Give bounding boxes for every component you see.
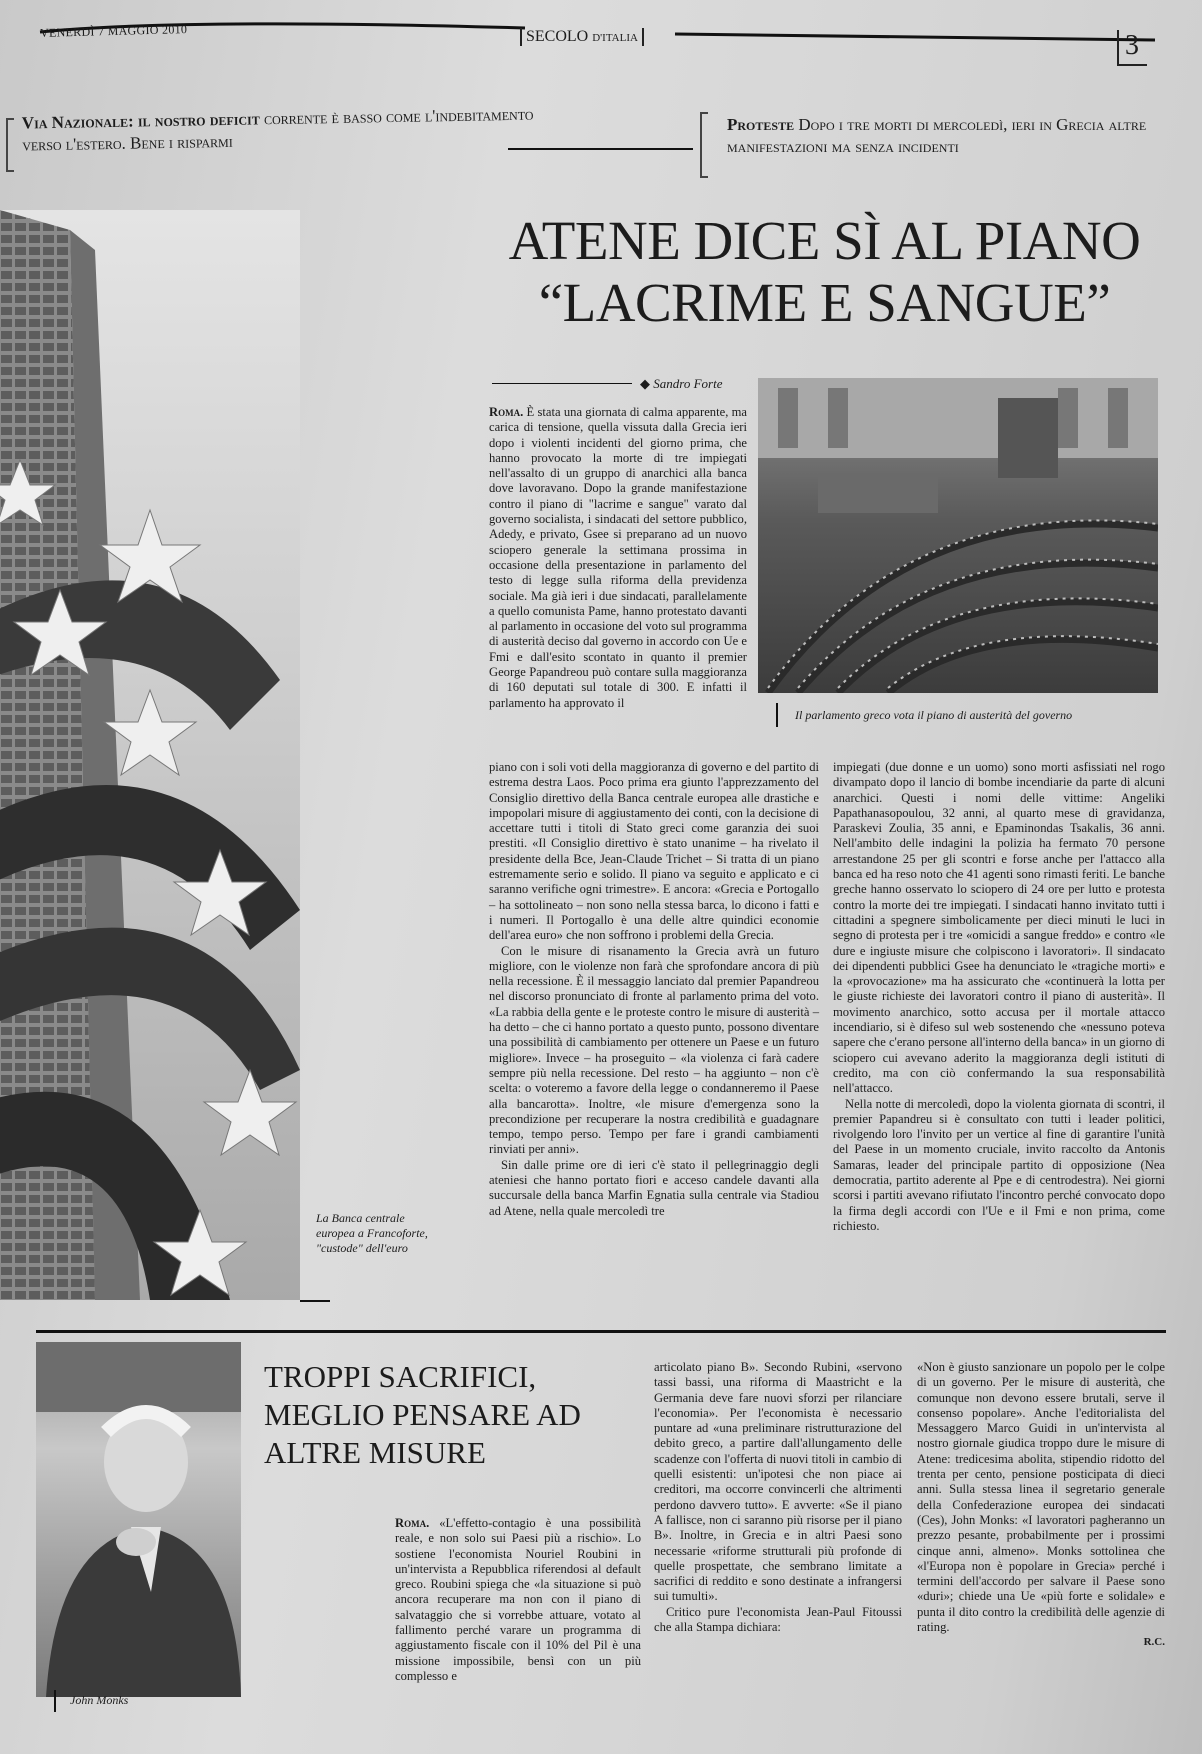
paragraph: «Non è giusto sanzionare un popolo per le colpe di un governo. Per le misure di austerità, che comunque non devono essere brutali, serve il consenso popolare». Anche l'editorialista del Messaggero Marco Guidi in un'intervista al nostro giornale giudica troppo dure le misure di Atene: tredicesima abolita, stipendio ridotto del trenta per cento, pensione posticipata di dieci anni. Sulla stessa linea il segretario generale della Confederazione europea dei sindacati (Ces), John Monks: «I lavoratori pagheranno un prezzo pesante, probabilmente per i prossimi cinque anni, almeno». Monks sottolinea che «l'Europa non è popolare in Grecia» perché i termini dell'accordo per salvare il Paese sono «duri»; chiede una Ue «più forte e solidale» e punta il dito contro la credibilità delle agenzie di rating. [917,1360,1165,1635]
paragraph [395,1516,641,1684]
paragraph: Con le misure di risanamento la Grecia avrà un futuro migliore, con le violenze non farà che sprofondare ancora di più nella recessione. È il messaggio lanciato dal premier Papandreou nel discorso pronunciato di fronte al parlamento prima del voto. «La rabbia della gente e le proteste contro le misure di austerità – ha detto – che ci hanno portato a questo punto, possono diventare una possibilità di cambiamento per ottenere un Paese e un futuro migliore». Invece – ha proseguito – «la violenza ci farà cadere sempre più nella recessione. Del resto – ha aggiunto – non c'è scelta: o voteremo a favore della legge o condanneremo il Paese alla bancarotta». Inoltre, «le misure d'emergenza sono la precondizione per recuperare la nostra credibilità e guadagnare tempo, tempo perso. Tempo per fare i grandi cambiamenti rinviati per anni». [489,943,819,1157]
parliament-photo-caption: Il parlamento greco vota il piano di austerità del governo [795,708,1073,722]
kicker-right [727,114,1167,158]
paragraph-text: «L'effetto-contagio è una possibilità reale, e non solo sui Paesi più a rischio». Lo sostiene l'economista Nouriel Roubini in un'intervista a Repubblica riferendosi al default greco. Roubini spiega che «la situazione si può ancora recuperare ma non con il piano di salvataggio che si vorrebbe attuare, votato al fallimento perché varare un programma di aggiustamento fiscale con il 10% del Pil è una missione impossibile, bensì con un più complesso e [395,1516,641,1683]
portrait-caption-rule [54,1690,56,1712]
john-monks-photo [36,1342,241,1697]
kicker-left-bold: Via Nazionale: il nostro deficit [21,109,260,133]
ecb-photo-caption: La Banca centrale europea a Francoforte, "custode" dell'euro [316,1211,428,1255]
paragraph: Nella notte di mercoledì, dopo la violenta giornata di scontri, il premier Papandreu si è consultato con tutti i leader politici, rivolgendo loro l'invito per un vertice al fine di garantire l'unità del Paese in un momento cruciale, invito raccolto da Antonis Samaras, leader del principale partito di opposizione (Nea democratia, partito aderente al Ppe e di centrodestra). Nei giorni scorsi i partiti avevano rifiutato l'incontro perché convocato dopo la firma degli accordi con l'Ue e il Fmi e non prima, come richiesto. [833,1096,1165,1233]
newspaper-name [520,28,644,46]
paragraph: Critico pure l'economista Jean-Paul Fitoussi che alla Stampa dichiara: [654,1604,902,1635]
parliament-caption-rule [776,703,778,727]
byline: ◆ Sandro Forte [640,376,723,391]
kicker-rule [508,148,693,150]
ecb-photo [0,210,300,1300]
kicker-left [22,103,543,156]
byline-author: Sandro Forte [653,376,723,391]
main-article-column-1 [489,405,747,711]
second-article-column-2 [654,1360,902,1635]
kicker-bracket-left [6,118,14,172]
byline-rule [492,383,632,384]
section-separator [36,1330,1166,1333]
page-number: 3 [1117,30,1147,66]
second-article-column-3 [917,1360,1165,1651]
parliament-photo [758,378,1158,693]
paragraph: articolato piano B». Secondo Rubini, «servono tassi bassi, una riforma di Maastricht e la Germania deve fare nuovi sforzi per rilanciare l'economia». Per l'economista è necessario puntare ad «una preliminare ristrutturazione del debito greco, a partire dall'allungamento delle scadenze con l'offerta di nuovi titoli in cambio di quelli esistenti: un'ipotesi che non piace ai creditori, ma occorre convincerli che altrimenti perdono davvero tutto». E avverte: «Se il piano A fallisce, non ci saranno più risorse per il piano B». Inoltre, in Grecia e in altri Paesi sono necessarie «riforme strutturali più profonde di quelle prospettate, che sembrano limitate a sacrifici di reddito e sono destinate a infrangersi sui tumulti». [654,1360,902,1604]
kicker-bracket-right [700,112,708,178]
kicker-left-text: corrente è basso come l'indebitamento verso l'estero. Bene i risparmi [22,104,534,155]
main-headline-line2: “LACRIME E SANGUE” [538,272,1111,333]
newspaper-name-suffix: D'ITALIA [592,32,638,44]
paragraph [489,405,747,711]
main-headline [492,210,1157,334]
caption-rule [300,1300,330,1302]
main-article-column-2 [489,760,819,1219]
newspaper-name-main: SECOLO [526,28,589,45]
paragraph: impiegati (due donne e un uomo) sono morti asfissiati nel rogo divampato dopo il lancio di bombe incendiarie da parte di alcuni anarchici. Questi i nomi delle vittime: Angeliki Papathanasopoulou, 32 anni, al quarto mese di gravidanza, Paraskevi Zoulia, 35 anni, e Epaminondas Tsakalis, 36 anni. Nell'ambito delle indagini la polizia ha fermato 70 persone arrestandone 25 per gli scontri e forse anche per l'attacco alla banca ed ha reso noto che 41 agenti sono rimasti feriti. Le banche greche hanno osservato lo sciopero di 24 ore per lutto e protesta contro la morte dei tre impiegati. I sindacati hanno invitato tutti i cittadini a spegnere simbolicamente per dieci minuti le luci in segno di protesta per i tre «omicidi a sangue freddo» e contro «le dure e ingiuste misure che colpiscono i lavoratori». Il sindacato dei dipendenti pubblici Gsee ha denunciato le «tragiche morti» e la «provocazione» ma ha assicurato che «continuerà la lotta per le giuste richieste dei lavoratori contro il piano di austerità». Il movimento anarchico, sotto accusa per il mortale attacco incendiario, si è difeso sul web sostenendo che «nessuno poteva sapere che c'erano persone all'interno della banca» in un giorno di sciopero cui avevano aderito la maggioranza degli istituti di credito, ma con ciò confermando la sua responsabilità nell'attacco. [833,760,1165,1096]
kicker-right-text: Dopo i tre morti di mercoledì, ieri in Grecia altre manifestazioni ma senza incidenti [727,115,1147,156]
second-article-column-1 [395,1516,641,1684]
parliament-chamber-illustration [758,378,1158,693]
second-headline: TROPPI SACRIFICI, MEGLIO PENSARE AD ALTRE MISURE [264,1359,581,1470]
paragraph: piano con i soli voti della maggioranza di governo e del partito di estrema destra Laos. Poco prima era giunto l'apprezzamento del Consiglio direttivo della Banca centrale europea alle drastiche e impopolari misure di aggiustamento dei conti, con la decisione di accettare tutti i titoli di Stato greci come garanzia dei suoi prestiti. «Il Consiglio direttivo è stato unanime – ha rivelato il presidente della Bce, Jean-Claude Trichet – Si tratta di un piano estremamente serio e solido. Il piano va seguito e applicato e ci saranno verifiche ogni trimestre». E ancora: «Grecia e Portogallo – ha sottolineato – non sono nella stessa barca, lo dicono i fatti e i numeri. Il Portogallo è una delle altre quindici economie dell'area euro» che non soffrono i problemi della Grecia. [489,760,819,943]
issue-date: VENERDÌ 7 MAGGIO 2010 [39,22,188,40]
kicker-right-bold: Proteste [727,115,795,134]
main-headline-line1: ATENE DICE SÌ AL PIANO [508,210,1141,271]
portrait-caption: John Monks [70,1693,129,1707]
paragraph: Sin dalle prime ore di ieri c'è stato il pellegrinaggio degli ateniesi che hanno portato fiori e acceso candele davanti alla succursale della banca Marfin Egnatia sulla centrale via Stadiou ad Atene, nella quale mercoledì tre [489,1157,819,1218]
portrait-illustration [36,1342,241,1697]
article-signature: R.C. [1143,1636,1165,1649]
dateline: Roma. [395,1516,430,1530]
main-article-column-3 [833,760,1165,1234]
euro-sculpture-illustration [0,210,300,1300]
dateline: Roma. [489,405,524,419]
paragraph-text: È stata una giornata di calma apparente, ma carica di tensione, quella vissuta dalla Grecia ieri dopo i violenti incidenti del giorno prima, che hanno provocato la morte di tre impiegati nell'assalto di un gruppo di anarchici alla banca dove lavoravano. Dopo la grande manifestazione contro il piano di "lacrime e sangue" varato dal governo socialista, i sindacati del settore pubblico, Adedy, e privato, Gsee si preparano ad un nuovo sciopero generale la settimana prossima in occasione della presentazione in parlamento del testo di legge sulla riforma della previdenza sociale. Ma già ieri i due sindacati, parallelamente a quello comunista Pame, hanno protestato davanti al parlamento in occasione del voto sul programma di austerità deciso dal governo in accordo con Ue e Fmi e dall'esito scontato in quanto il premier George Papandreou può contare sulla maggioranza di 160 deputati sul totale di 300. E infatti il parlamento ha approvato il [489,405,747,710]
